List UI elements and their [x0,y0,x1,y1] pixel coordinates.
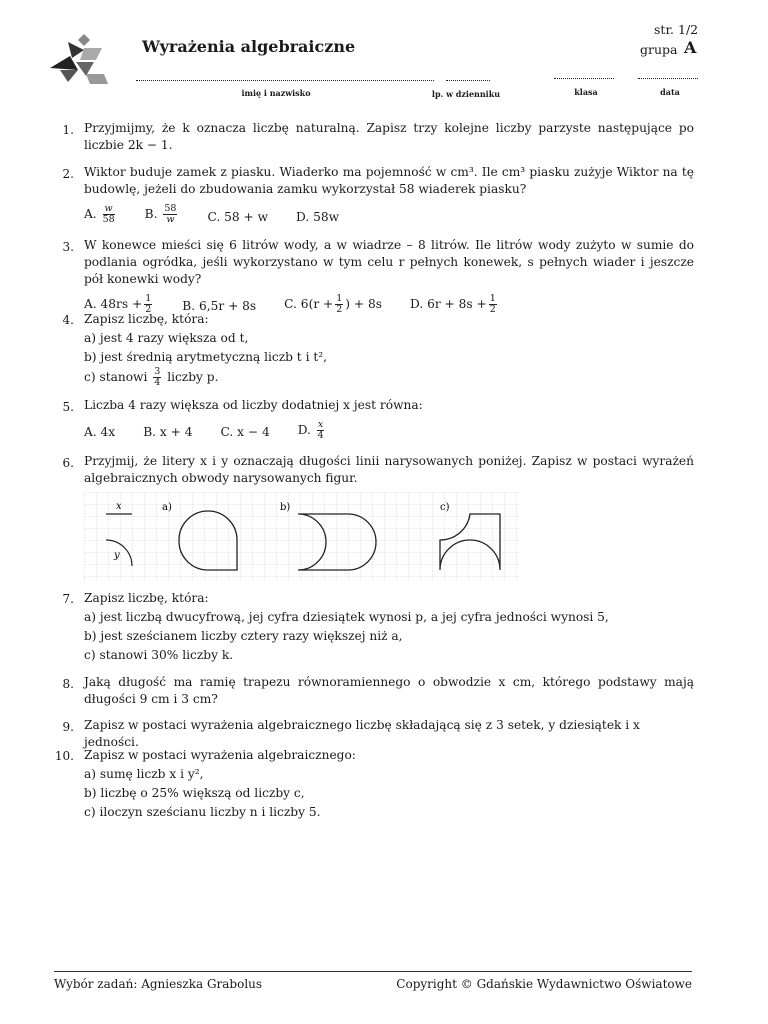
publisher-logo [46,30,116,90]
subitem-c: c) stanowi $\frac{3}{4}$ liczby p. [84,366,219,388]
label-y: y [114,550,120,561]
question-text: W konewce mieści się 6 litrów wody, a w wiadrze – 8 litrów. Ile litrów wody zużyto w sumie do podlania ogródka, jeśli wykorzystano w tym celu r pełnych konewek, s pełnych wiader i jeszcze pół konewki wody? [84,238,694,286]
label-c: c) [440,502,450,513]
subitem-a: a) jest 4 razy większa od t, [84,331,249,345]
answer-options [84,420,694,444]
question-7 [54,589,694,665]
option-d: D. 6r + 8s + $\frac{1}{2}$ [410,293,496,315]
question-1 [54,120,694,154]
subitem-b: b) jest średnią arytmetyczną liczb t i t², [84,350,328,364]
subitem-a: a) jest liczbą dwucyfrową, jej cyfra dziesiątek wynosi p, a jej cyfra jedności wynosi 5, [84,610,609,624]
question-text: Jaką długość ma ramię trapezu równoramiennego o obwodzie x cm, którego podstawy mają długości 9 cm i 3 cm? [84,675,694,706]
option-c: C. 58 + w [207,210,269,224]
question-number: 9. [62,720,74,734]
page-number: str. 1/2 [654,22,699,37]
question-text: Liczba 4 razy większa od liczby dodatniej x jest równa: [84,398,423,412]
question-text: Przyjmij, że litery x i y oznaczają długości linii narysowanych poniżej. Zapisz w postaci wyrażeń algebraicznych obwody narysowanych figur. [84,454,694,485]
option-b: B. $\frac{58}{w}$ [144,203,177,225]
name-field-line [136,80,434,81]
label-b: b) [280,502,291,513]
question-number: 10. [54,749,74,763]
question-text: Zapisz w postaci wyrażenia algebraicznego liczbę składającą się z 3 setek, y dziesiątek i x jedności. [84,718,640,749]
label-a: a) [162,502,172,513]
subitem-c: c) iloczyn sześcianu liczby n i liczby 5. [84,805,321,819]
footer-author: Wybór zadań: Agnieszka Grabolus [54,977,263,991]
question-number: 3. [62,240,74,254]
label-x: x [116,501,122,512]
question-number: 5. [62,400,74,414]
question-8 [54,674,694,708]
question-number: 8. [62,677,74,691]
class-field-label: klasa [574,87,598,97]
subitem-a: a) sumę liczb x i y², [84,767,204,781]
option-d: D. $\frac{x}{4}$ [297,419,324,441]
class-field-line [554,78,614,79]
question-6 [54,453,694,487]
question-number: 2. [62,167,74,181]
option-a: A. $\frac{w}{58}$ [84,203,115,225]
option-d: D. 58w [296,210,340,224]
name-field-label: imię i nazwisko [241,88,311,98]
option-c: C. x − 4 [220,425,270,439]
answer-options [84,204,694,230]
question-text: Zapisz liczbę, która: [84,312,209,326]
question-text: Wiktor buduje zamek z piasku. Wiaderko ma pojemność w cm³. Ile cm³ piasku zużyje Wiktor na tę budowlę, jeżeli do zbudowania zamku wykorzystał 58 wiaderek piasku? [84,165,694,196]
question-text: Zapisz liczbę, która: [84,591,209,605]
subitem-b: b) jest sześcianem liczby cztery razy większej niż a, [84,629,403,643]
question-number: 6. [62,456,74,470]
number-field-line [446,80,490,81]
question-5 [54,397,694,444]
question-number: 4. [62,313,74,327]
option-c: C. 6(r + $\frac{1}{2}$ ) + 8s [284,293,383,315]
subitem-b: b) liczbę o 25% większą od liczby c, [84,786,305,800]
question-number: 7. [62,592,74,606]
question-text: Przyjmijmy, że k oznacza liczbę naturalną. Zapisz trzy kolejne liczby parzyste następujące po liczbie 2k − 1. [84,121,694,152]
question-4 [54,310,694,388]
group-label: grupa [640,42,678,57]
question-2 [54,164,694,230]
number-field-label: lp. w dzienniku [431,89,501,99]
figures-grid [84,492,520,582]
option-a: A. 48rs + $\frac{1}{2}$ [84,293,152,315]
question-10 [54,746,694,822]
question-number: 1. [62,123,74,137]
footer-rule [54,971,692,972]
option-b: B. x + 4 [143,425,193,439]
question-3 [54,237,694,318]
footer-copyright: Copyright © Gdańskie Wydawnictwo Oświatowe [396,977,692,991]
option-a: A. 4x [84,425,116,439]
subitem-c: c) stanowi 30% liczby k. [84,648,234,662]
question-text: Zapisz w postaci wyrażenia algebraicznego: [84,748,356,762]
date-field-line [638,78,698,79]
option-b: B. 6,5r + 8s [182,299,257,313]
date-field-label: data [660,87,680,97]
page-title: Wyrażenia algebraiczne [142,37,356,56]
group-value: A [684,38,697,57]
